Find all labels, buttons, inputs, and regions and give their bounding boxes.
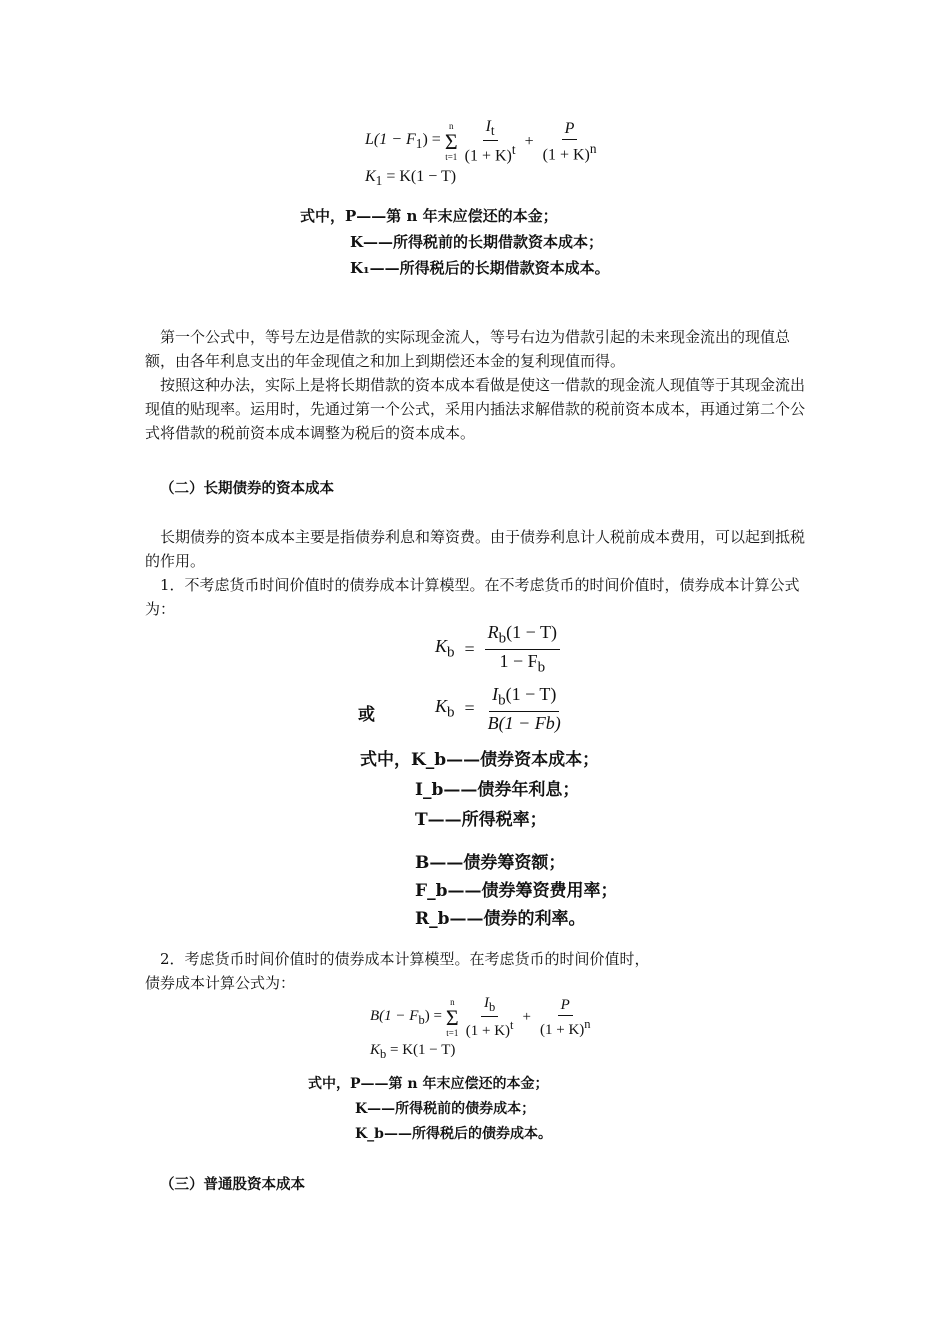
definition-line: I_b——债券年利息； [415,780,580,800]
formula-bond-cost-simple: $K_b$ = $\frac{R_b(1 - T)}{1 - F_b}$ [435,622,560,676]
formula-lhs: $L(1 - F_1)$ = [365,131,441,152]
definition-line: F_b——债券筹资费用率； [415,881,618,901]
fraction-interest: $\frac{I_t}{(1 + K)^t}$ [464,118,516,165]
formula-k1: $K_1 = K(1 - T)$ [365,167,457,188]
paragraph: 债券成本计算公式为： [145,974,296,992]
definition-line: K_b——所得税后的债券成本。 [355,1126,552,1142]
definition-line: 式中，P——第 n 年末应偿还的本金； [300,207,558,225]
summation-symbol: n Σ t=1 [445,996,459,1038]
definition-line: K——所得税前的债券成本； [355,1101,536,1117]
section-heading: （二）长期债券的资本成本 [160,480,334,497]
section-heading: （三）普通股资本成本 [160,1176,305,1193]
definition-line: K₁——所得税后的长期借款资本成本。 [350,259,610,277]
formula-bond-cost-alt: $K_b$ = $\frac{I_b(1 - T)}{B(1 - Fb)}$ [435,684,561,733]
summation-symbol: n Σ t=1 [444,120,458,162]
formula-loan-cost: $L(1 - F_1)$ = n Σ t=1 $\frac{I_t}{(1 + K)^t}$ + $\frac{P}{(1 + K)^n}$ $K_1 = K(1 - T)$ [365,118,600,189]
definition-line: 式中，P——第 n 年末应偿还的本金； [308,1076,549,1092]
paragraph: 按照这种办法，实际上是将长期借款的资本成本看做是使这一借款的现金流人现值等于其现金流出现值的贴现率。运用时，先通过第一个公式，采用内插法求解借款的税前资本成本，再通过第二个公式将借款的税前资本成本调整为税后的资本成本。 [145,376,806,442]
paragraph: 2．考虑货币时间价值时的债券成本计算模型。在考虑货币的时间价值时， [160,950,650,968]
paragraph: 长期债券的资本成本主要是指债券利息和筹资费。由于债券利息计人税前成本费用，可以起到抵税的作用。 [145,528,806,570]
paragraph: 第一个公式中，等号左边是借款的实际现金流人，等号右边为借款引起的未来现金流出的现值总额，由各年利息支出的年金现值之和加上到期偿还本金的复利现值而得。 [145,328,791,370]
fraction-principal: $\frac{P}{(1 + K)^n}$ [542,119,597,163]
definition-line: 式中，K_b——债券资本成本； [360,750,600,770]
definition-line: R_b——债券的利率。 [415,909,586,929]
definition-line: B——债券筹资额； [415,853,566,873]
or-label: 或 [358,705,375,725]
paragraph: 1．不考虑货币时间价值时的债券成本计算模型。在不考虑货币的时间价值时，债券成本计算公式为： [145,576,800,618]
formula-bond-cost-tvm: $B(1 - F_b)$ = n Σ t=1 $\frac{I_b}{(1 + K)^t}$ + $\frac{P}{(1 + K)^n}$ $K_b = K(1 - T)$ [370,995,591,1061]
definition-line: T——所得税率； [415,810,547,830]
definition-line: K——所得税前的长期借款资本成本； [350,233,604,251]
